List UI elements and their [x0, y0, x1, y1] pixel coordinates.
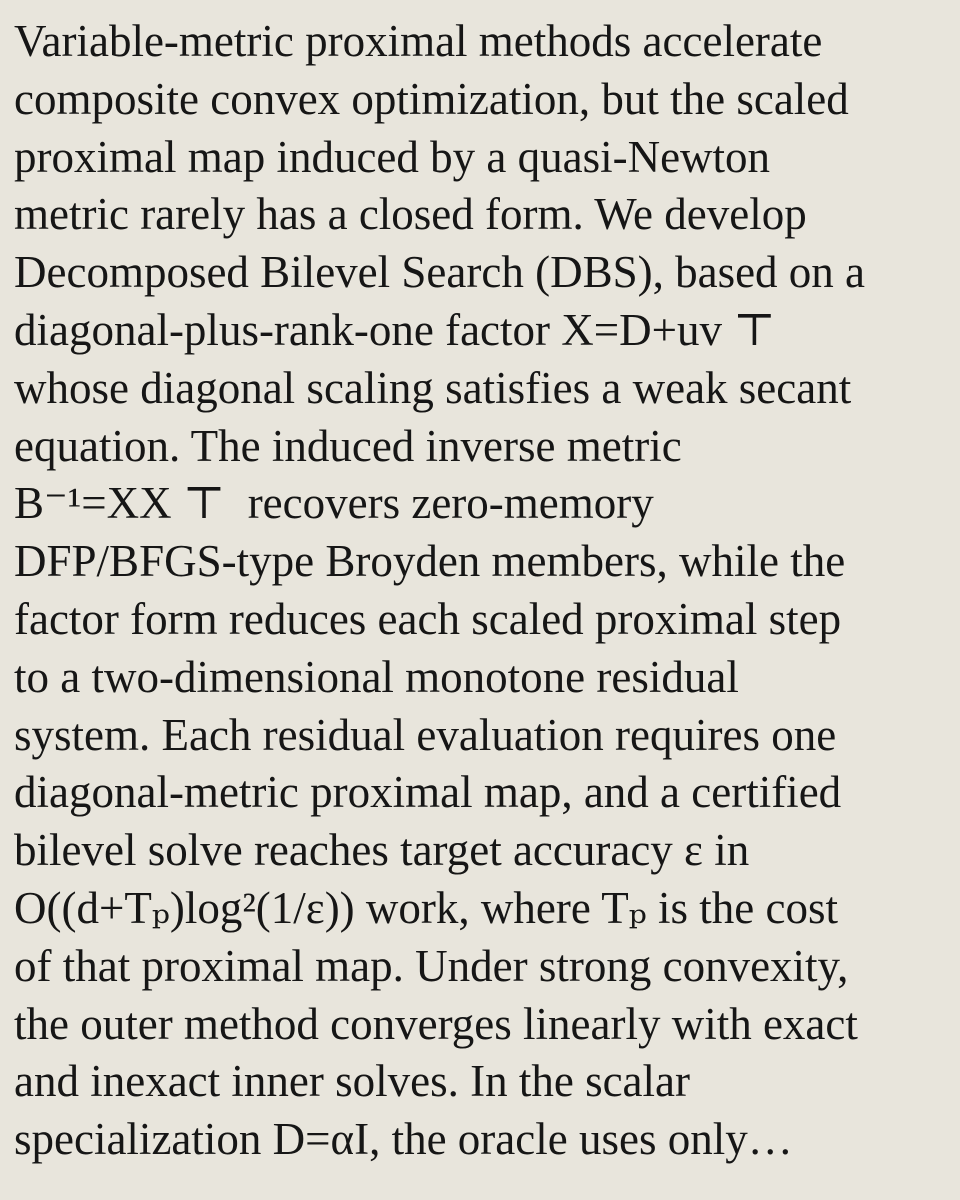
abstract-line: diagonal-plus-rank-one factor X=D+uv ⊤ — [14, 304, 776, 355]
abstract-line: composite convex optimization, but the scaled — [14, 73, 849, 124]
abstract-line: DFP/BFGS-type Broyden members, while the — [14, 536, 846, 587]
abstract-line: metric rarely has a closed form. We develop — [14, 189, 807, 240]
abstract-line: factor form reduces each scaled proximal step — [14, 593, 842, 644]
abstract-text — [14, 13, 954, 1169]
abstract-line: of that proximal map. Under strong convexity, — [14, 940, 849, 991]
abstract-line: specialization D=αI, the oracle uses only… — [14, 1114, 793, 1165]
abstract-line: proximal map induced by a quasi-Newton — [14, 131, 771, 182]
abstract-line: Decomposed Bilevel Search (DBS), based on a — [14, 247, 866, 298]
abstract-line: bilevel solve reaches target accuracy ε in — [14, 825, 750, 876]
abstract-line: Variable-metric proximal methods accelerate — [14, 16, 823, 66]
abstract-line: O((d+Tₚ)log²(1/ε)) work, where Tₚ is the cost — [14, 882, 838, 933]
abstract-line: and inexact inner solves. In the scalar — [14, 1056, 690, 1107]
abstract-line: the outer method converges linearly with exact — [14, 998, 858, 1049]
abstract-line: system. Each residual evaluation requires one — [14, 709, 837, 760]
abstract-line: diagonal-metric proximal map, and a certified — [14, 767, 842, 818]
abstract-line: whose diagonal scaling satisfies a weak secant — [14, 362, 852, 413]
abstract-line: B⁻¹=XX ⊤ recovers zero-memory — [14, 478, 654, 529]
abstract-line: equation. The induced inverse metric — [14, 420, 682, 471]
abstract-line: to a two-dimensional monotone residual — [14, 651, 739, 702]
